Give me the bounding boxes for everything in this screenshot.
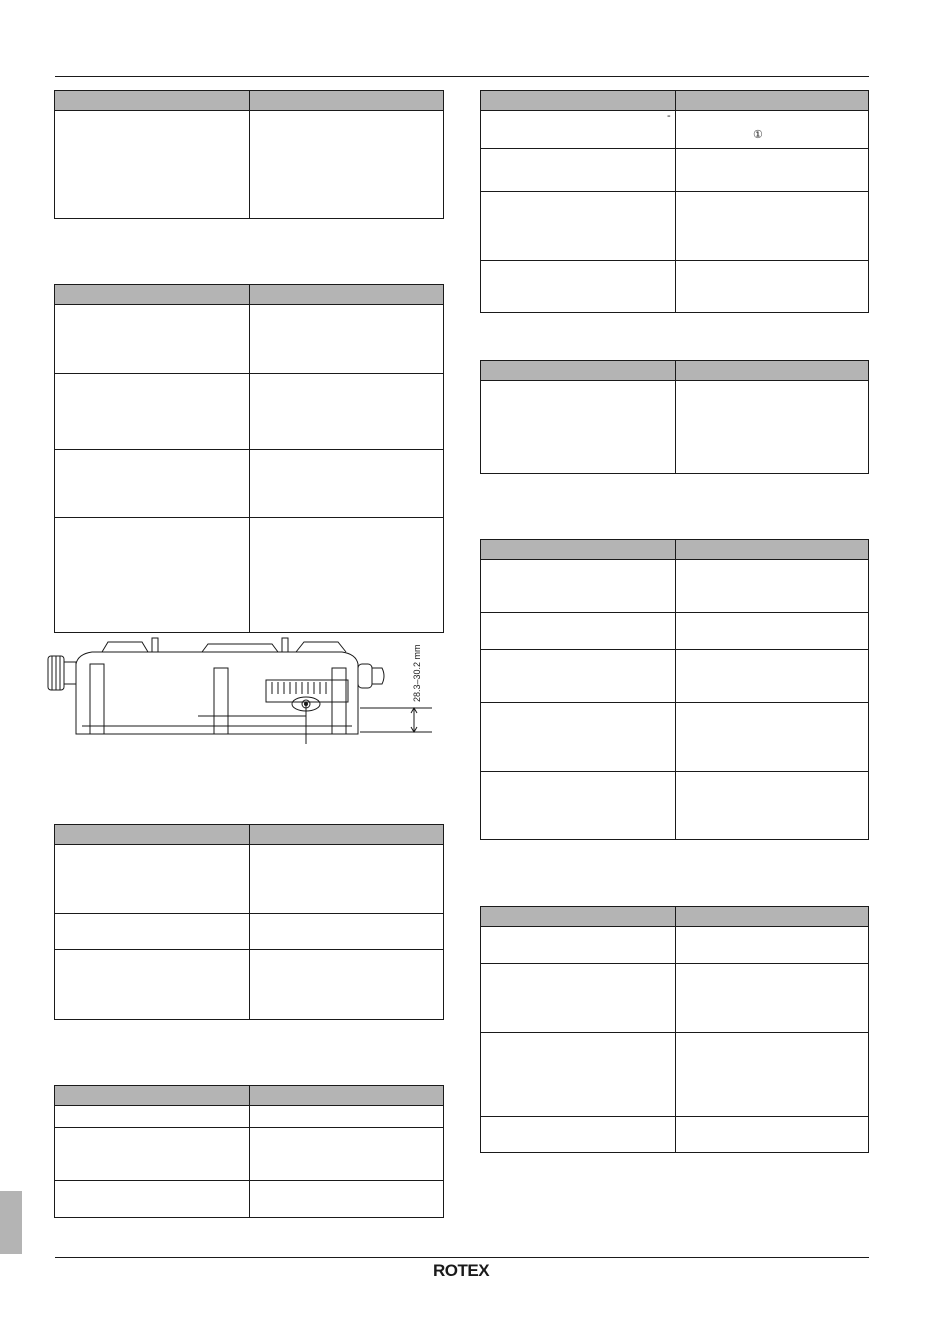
table-row	[55, 111, 443, 218]
table-row	[55, 845, 443, 914]
table-left-4	[54, 1085, 444, 1218]
chapter-side-tab	[0, 1191, 22, 1254]
table-row	[481, 1033, 868, 1117]
table-left-3	[54, 824, 444, 1020]
circled-one-symbol: ①	[753, 129, 763, 141]
table-row	[481, 772, 868, 839]
table-row	[55, 450, 443, 518]
table-row	[55, 1106, 443, 1128]
table-right-3	[480, 539, 869, 840]
table-left-2	[54, 284, 444, 633]
dash-mark: -	[667, 110, 671, 122]
table-header	[481, 361, 868, 381]
table-row	[481, 149, 868, 192]
table-row	[55, 1128, 443, 1181]
table-row	[481, 192, 868, 261]
table-header	[481, 907, 868, 927]
table-row	[481, 613, 868, 650]
table-row	[481, 111, 868, 149]
table-header	[55, 285, 443, 305]
table-row	[55, 950, 443, 1019]
table-row	[481, 703, 868, 772]
table-right-2	[480, 360, 869, 474]
table-left-1	[54, 90, 444, 219]
table-row	[55, 518, 443, 632]
rotex-logo: ROTEX	[432, 1261, 490, 1280]
table-row	[55, 305, 443, 374]
device-drawing	[42, 634, 442, 754]
dimension-label: 28.3–30.2 mm	[412, 644, 422, 702]
table-header	[481, 91, 868, 111]
table-row	[55, 914, 443, 950]
table-row	[481, 650, 868, 703]
table-row	[55, 1181, 443, 1217]
table-row	[481, 1117, 868, 1152]
table-header	[55, 91, 443, 111]
table-header	[481, 540, 868, 560]
header-rule	[55, 76, 869, 77]
table-row	[481, 964, 868, 1033]
table-row	[481, 261, 868, 312]
table-row	[481, 560, 868, 613]
device-side-view-figure	[42, 634, 442, 754]
table-header	[55, 825, 443, 845]
footer-rule	[55, 1257, 869, 1258]
table-right-1	[480, 90, 869, 313]
table-right-4	[480, 906, 869, 1153]
table-row	[481, 927, 868, 964]
table-row	[481, 381, 868, 473]
table-row	[55, 374, 443, 450]
table-header	[55, 1086, 443, 1106]
